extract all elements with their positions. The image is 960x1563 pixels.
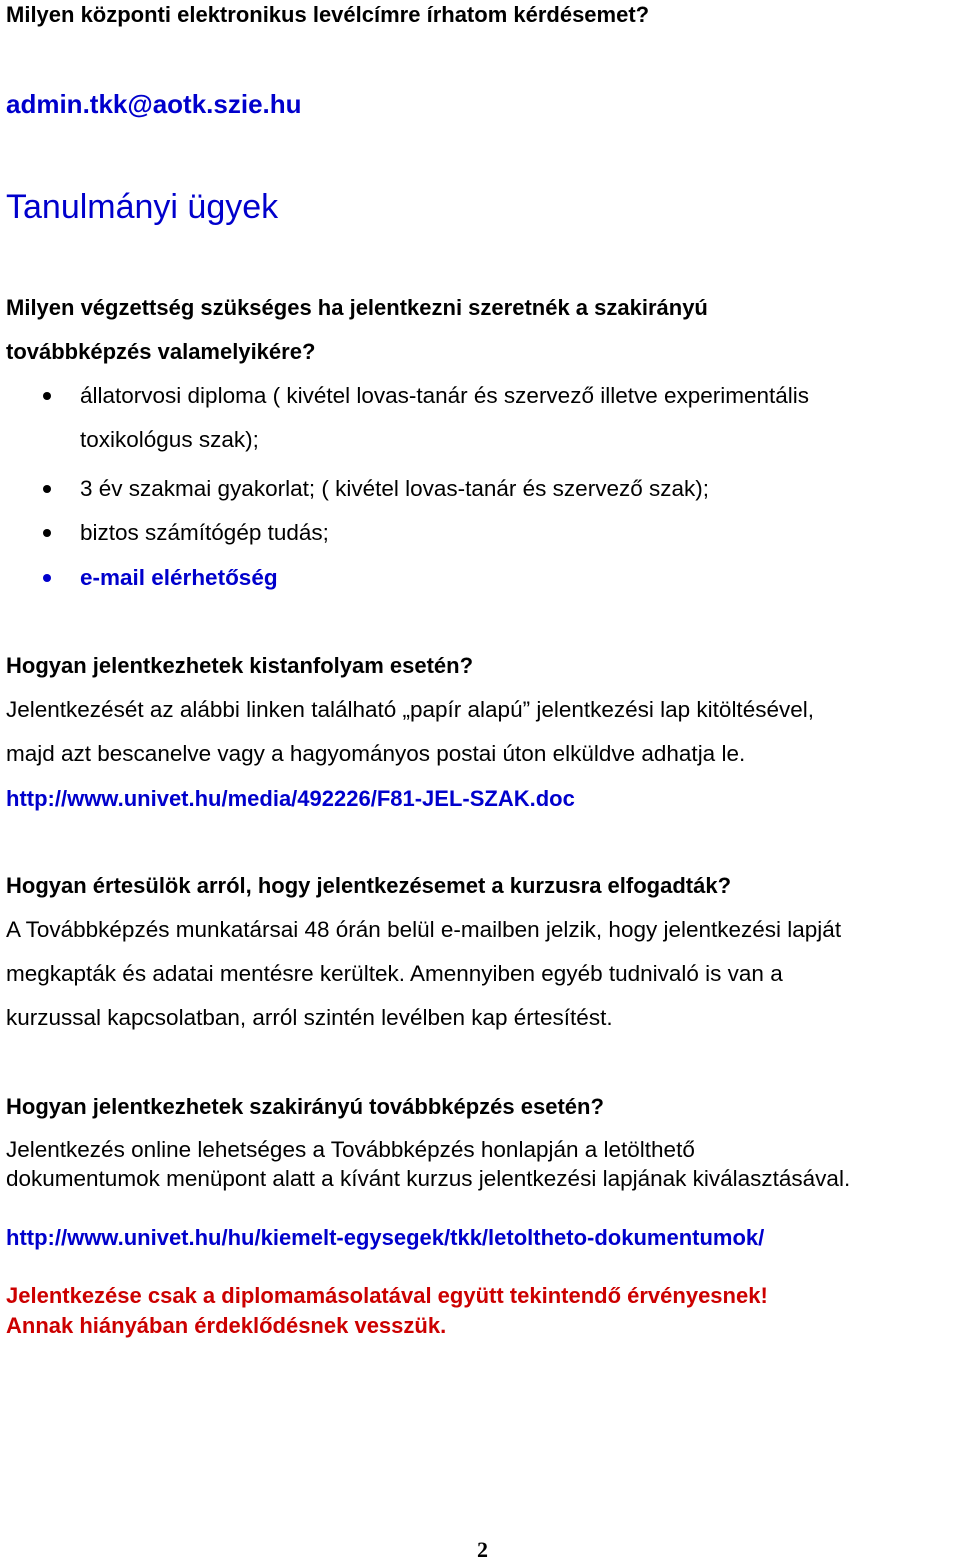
question-specialized-training-application: Hogyan jelentkezhetek szakirányú továbbképzés esetén?	[6, 1094, 604, 1119]
central-email-link[interactable]: admin.tkk@aotk.szie.hu	[6, 89, 302, 119]
list-item-text: állatorvosi diploma ( kivétel lovas-tanár és szervező illetve experimentális	[80, 383, 810, 408]
bullet-icon	[43, 485, 51, 493]
question-acceptance-notification: Hogyan értesülök arról, hogy jelentkezésemet a kurzusra elfogadták?	[6, 873, 732, 898]
answer-short-course-line1: Jelentkezését az alábbi linken található „papír alapú” jelentkezési lap kitöltésével,	[6, 697, 814, 722]
page-number: 2	[477, 1537, 488, 1562]
question-required-degree-line2: továbbképzés valamelyikére?	[6, 339, 316, 364]
section-title-study-affairs: Tanulmányi ügyek	[6, 188, 279, 226]
question-required-degree-line1: Milyen végzettség szükséges ha jelentkezni szeretnék a szakirányú	[6, 295, 708, 320]
answer-specialized-training-line2: dokumentumok menüpont alatt a kívánt kurzus jelentkezési lapjának kiválasztásával.	[6, 1166, 851, 1191]
list-item-text: e-mail elérhetőség	[80, 565, 278, 590]
bullet-icon	[43, 574, 51, 582]
application-form-link[interactable]: http://www.univet.hu/media/492226/F81-JEL-SZAK.doc	[6, 786, 575, 811]
question-short-course-application: Hogyan jelentkezhetek kistanfolyam esetén?	[6, 653, 474, 678]
list-item-text: 3 év szakmai gyakorlat; ( kivétel lovas-tanár és szervező szak);	[80, 476, 709, 501]
answer-short-course-line2: majd azt bescanelve vagy a hagyományos postai úton elküldve adhatja le.	[6, 741, 746, 766]
warning-diploma-copy-line2: Annak hiányában érdeklődésnek vesszük.	[6, 1313, 447, 1338]
warning-diploma-copy-line1: Jelentkezése csak a diplomamásolatával együtt tekintendő érvényesnek!	[6, 1283, 768, 1308]
answer-acceptance-line1: A Továbbképzés munkatársai 48 órán belül e-mailben jelzik, hogy jelentkezési lapját	[6, 917, 842, 942]
answer-acceptance-line2: megkapták és adatai mentésre kerültek. Amennyiben egyéb tudnivaló is van a	[6, 961, 783, 986]
list-item-text: biztos számítógép tudás;	[80, 520, 329, 545]
bullet-icon	[43, 529, 51, 537]
bullet-icon	[43, 392, 51, 400]
question-central-email: Milyen központi elektronikus levélcímre írhatom kérdésemet?	[6, 2, 650, 27]
answer-specialized-training-line1: Jelentkezés online lehetséges a Továbbképzés honlapján a letölthető	[6, 1137, 695, 1162]
answer-acceptance-line3: kurzussal kapcsolatban, arról szintén levélben kap értesítést.	[6, 1005, 613, 1030]
list-item-text-continued: toxikológus szak);	[80, 427, 259, 452]
downloadable-documents-link[interactable]: http://www.univet.hu/hu/kiemelt-egysegek/tkk/letoltheto-dokumentumok/	[6, 1225, 765, 1250]
